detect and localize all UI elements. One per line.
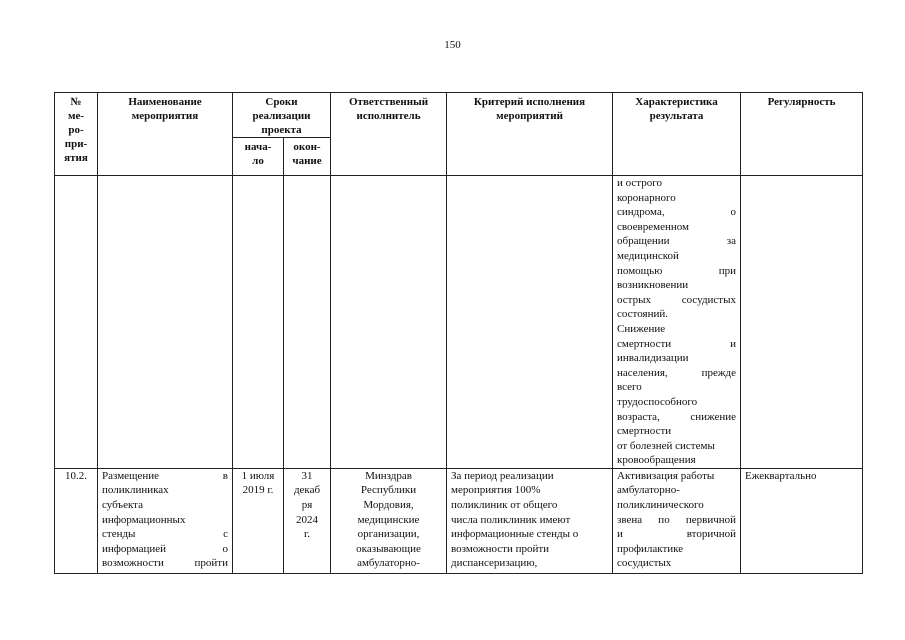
- row-start-cell: 1 июля 2019 г.: [233, 468, 284, 573]
- header-executor: Ответственный исполнитель: [331, 93, 447, 176]
- header-num: № ме- ро- при- ятия: [55, 93, 98, 176]
- table-row-10-2: [55, 468, 863, 573]
- row-name-cell: Размещение в поликлиниках субъекта информационных стенды с информацией о возможности пройти: [98, 468, 233, 573]
- row-number: 10.2.: [55, 468, 98, 573]
- row-result-cell: Активизация работы амбулаторно- поликлинического звена по первичной и вторичной профилактике сосудистых: [613, 468, 741, 573]
- header-start: нача- ло: [233, 138, 284, 176]
- measures-table: [54, 92, 863, 574]
- header-end: окон- чание: [284, 138, 331, 176]
- continuation-result-cell: и острого коронарного синдрома, о своевременном обращении за медицинской помощью при возникновении острых сосудистых состояний. Снижение смертности и инвалидизации населения, прежде всего трудоспособного возраста, снижение смертности от болезней системы кровообращения: [613, 176, 741, 469]
- page-number: 150: [444, 39, 461, 51]
- header-regularity: Регулярность: [741, 93, 863, 176]
- header-terms: Сроки реализации проекта: [233, 93, 331, 138]
- table-row-continuation: [55, 176, 863, 469]
- row-executor-cell: Минздрав Республики Мордовия, медицинские организации, оказывающие амбулаторно-: [331, 468, 447, 573]
- header-name: Наименование мероприятия: [98, 93, 233, 176]
- header-result: Характеристика результата: [613, 93, 741, 176]
- row-regularity-cell: Ежеквартально: [741, 468, 863, 573]
- header-criterion: Критерий исполнения мероприятий: [447, 93, 613, 176]
- row-criterion-cell: За период реализации мероприятия 100% поликлиник от общего числа поликлиник имеют информационные стенды о возможности пройти диспансеризацию,: [447, 468, 613, 573]
- row-end-cell: 31 декаб ря 2024 г.: [284, 468, 331, 573]
